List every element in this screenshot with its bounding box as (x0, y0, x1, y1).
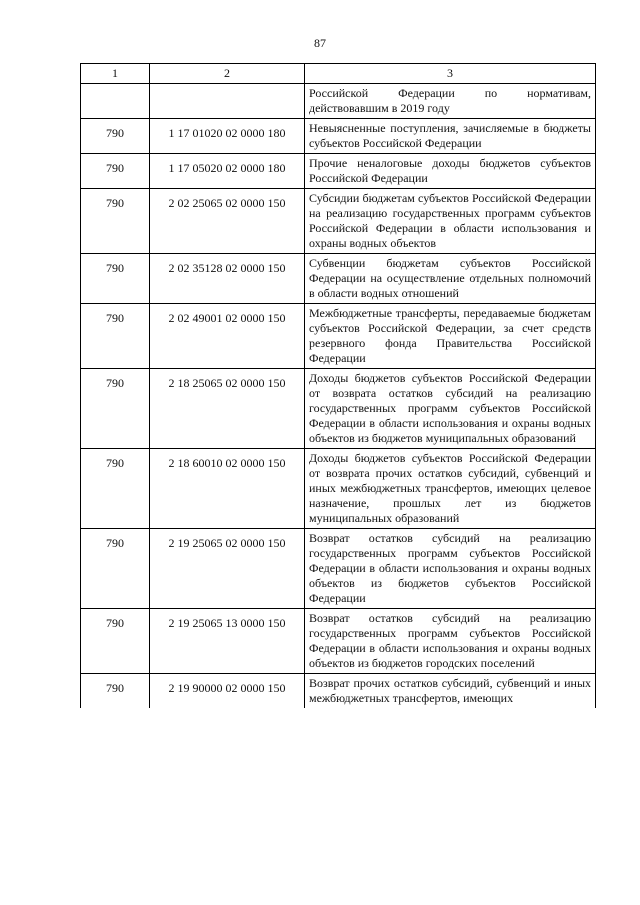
page-number: 87 (314, 36, 326, 50)
admin-code-cell: 790 (81, 189, 150, 254)
budget-classification-table (80, 63, 596, 708)
revenue-code-cell: 2 19 25065 13 0000 150 (150, 609, 305, 674)
revenue-code-cell: 2 02 25065 02 0000 150 (150, 189, 305, 254)
revenue-name-cell: Субсидии бюджетам субъектов Российской Федерации на реализацию государственных программ субъектов Российской Федерации в области использования и охраны водных объектов (305, 189, 596, 254)
revenue-code-cell: 2 19 90000 02 0000 150 (150, 674, 305, 709)
revenue-code-cell: 2 02 49001 02 0000 150 (150, 304, 305, 369)
column-header-1: 1 (81, 64, 150, 84)
table-row (81, 529, 596, 609)
admin-code-cell: 790 (81, 119, 150, 154)
admin-code-cell: 790 (81, 529, 150, 609)
table-header-row (81, 64, 596, 84)
table-row (81, 609, 596, 674)
table-row (81, 119, 596, 154)
revenue-name-cell: Российской Федерации по нормативам, действовавшим в 2019 году (305, 84, 596, 119)
table-row (81, 674, 596, 709)
revenue-name-cell: Возврат остатков субсидий на реализацию государственных программ субъектов Российской Федерации в области использования и охраны водных объектов из бюджетов субъектов Российской Федерации (305, 529, 596, 609)
table-row (81, 154, 596, 189)
revenue-code-cell: 2 18 60010 02 0000 150 (150, 449, 305, 529)
revenue-name-cell: Невыясненные поступления, зачисляемые в бюджеты субъектов Российской Федерации (305, 119, 596, 154)
admin-code-cell: 790 (81, 304, 150, 369)
revenue-code-cell (150, 84, 305, 119)
revenue-name-cell: Прочие неналоговые доходы бюджетов субъектов Российской Федерации (305, 154, 596, 189)
admin-code-cell: 790 (81, 609, 150, 674)
column-header-2: 2 (150, 64, 305, 84)
column-header-3: 3 (305, 64, 596, 84)
table-row (81, 189, 596, 254)
table-row (81, 369, 596, 449)
revenue-code-cell: 1 17 01020 02 0000 180 (150, 119, 305, 154)
table-row (81, 254, 596, 304)
admin-code-cell: 790 (81, 369, 150, 449)
revenue-name-cell: Возврат остатков субсидий на реализацию государственных программ субъектов Российской Федерации в области использования и охраны водных объектов из бюджетов городских поселений (305, 609, 596, 674)
admin-code-cell: 790 (81, 254, 150, 304)
revenue-name-cell: Межбюджетные трансферты, передаваемые бюджетам субъектов Российской Федерации, за счет средств резервного фонда Правительства Российской Федерации (305, 304, 596, 369)
table-row (81, 304, 596, 369)
revenue-code-cell: 1 17 05020 02 0000 180 (150, 154, 305, 189)
admin-code-cell (81, 84, 150, 119)
table-row (81, 84, 596, 119)
revenue-name-cell: Доходы бюджетов субъектов Российской Федерации от возврата прочих остатков субсидий, субвенций и иных межбюджетных трансфертов, имеющих целевое назначение, прошлых лет из бюджетов муниципальных образований (305, 449, 596, 529)
admin-code-cell: 790 (81, 674, 150, 709)
revenue-code-cell: 2 18 25065 02 0000 150 (150, 369, 305, 449)
revenue-name-cell: Субвенции бюджетам субъектов Российской Федерации на осуществление отдельных полномочий в области водных отношений (305, 254, 596, 304)
admin-code-cell: 790 (81, 449, 150, 529)
revenue-name-cell: Возврат прочих остатков субсидий, субвенций и иных межбюджетных трансфертов, имеющих (305, 674, 596, 709)
revenue-code-cell: 2 02 35128 02 0000 150 (150, 254, 305, 304)
admin-code-cell: 790 (81, 154, 150, 189)
revenue-code-cell: 2 19 25065 02 0000 150 (150, 529, 305, 609)
revenue-name-cell: Доходы бюджетов субъектов Российской Федерации от возврата остатков субсидий на реализацию государственных программ субъектов Российской Федерации в области использования и охраны водных объектов из бюджетов муниципальных образований (305, 369, 596, 449)
table-row (81, 449, 596, 529)
